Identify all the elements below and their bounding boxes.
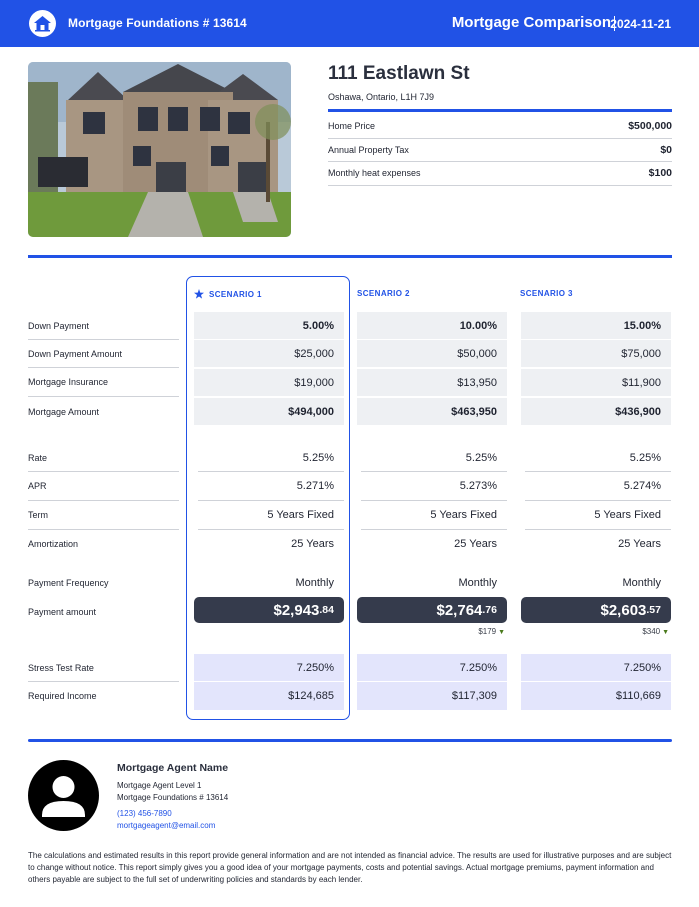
scenario-1-stress-test-rate: 7.250%	[194, 654, 344, 681]
scenario-3-rate: 5.25%	[525, 444, 671, 472]
property-tax-label: Annual Property Tax	[328, 144, 409, 155]
scenario-3-amortization: 25 Years	[618, 538, 661, 550]
property-photo	[28, 62, 291, 237]
document-title: Mortgage Comparison	[451, 14, 611, 31]
payment-whole: $2,603	[600, 601, 647, 619]
payment-cents: .57	[646, 604, 661, 616]
home-price-row	[328, 115, 672, 139]
scenario-2-stress-test-rate: 7.250%	[357, 654, 507, 681]
scenario-3-term: 5 Years Fixed	[525, 501, 671, 530]
decrease-arrow-icon: ▼	[660, 629, 669, 636]
disclaimer-text: The calculations and estimated results in this report provide general information and are not intended as financial advice. The results are used for illustrative purposes and are subject to change without notice. This report simply gives you a good idea of your mortgage payments, costs and potential savings. Actual mortgage premiums, payment information and others payable are subject to the full set of underwriting policies and standards by each lender.	[28, 851, 672, 884]
scenario-2-term: 5 Years Fixed	[361, 501, 507, 530]
scenario-1-down-payment: 5.00%	[194, 312, 344, 339]
home-price-value: $500,000	[628, 120, 672, 133]
house-logo-icon	[29, 10, 56, 37]
brand-name: Mortgage Foundations # 13614	[68, 16, 247, 30]
document-date: 2024-11-21	[610, 17, 671, 31]
scenario-2-title: SCENARIO 2	[357, 289, 410, 298]
required-income-label: Required Income	[28, 691, 97, 701]
scenario-2-amortization: 25 Years	[454, 538, 497, 550]
scenario-1-rate: 5.25%	[198, 444, 344, 472]
scenario-2-mortgage-amount: $463,950	[357, 398, 507, 425]
scenario-3-header	[520, 289, 573, 298]
heat-expenses-value: $100	[648, 167, 672, 180]
agent-phone-link[interactable]: (123) 456-7890	[117, 809, 172, 818]
scenario-3-payment-frequency: Monthly	[622, 577, 661, 589]
savings-value: $340	[642, 627, 661, 636]
person-avatar-icon	[28, 760, 99, 831]
property-city: Oshawa, Ontario, L1H 7J9	[328, 92, 435, 102]
scenario-3-payment-amount	[521, 597, 671, 623]
heat-expenses-label: Monthly heat expenses	[328, 168, 421, 179]
scenario-3-title: SCENARIO 3	[520, 289, 573, 298]
scenario-1-mortgage-insurance: $19,000	[194, 369, 344, 396]
scenario-3-required-income: $110,669	[521, 682, 671, 710]
mortgage-insurance-label: Mortgage Insurance	[28, 368, 179, 397]
scenario-2-down-payment: 10.00%	[357, 312, 507, 339]
agent-name: Mortgage Agent Name	[117, 762, 229, 774]
scenario-3-mortgage-amount: $436,900	[521, 398, 671, 425]
scenario-3-apr: 5.274%	[525, 472, 671, 501]
scenario-2-payment-savings	[357, 627, 507, 636]
property-tax-value: $0	[660, 143, 672, 156]
payment-whole: $2,943	[273, 601, 320, 619]
scenario-3-mortgage-insurance: $11,900	[521, 369, 671, 396]
scenario-1-mortgage-amount: $494,000	[194, 398, 344, 425]
scenario-1-header	[194, 289, 262, 299]
scenario-1-down-payment-amount: $25,000	[194, 340, 344, 367]
scenario-1-amortization: 25 Years	[291, 538, 334, 550]
star-icon	[194, 289, 204, 299]
scenario-2-payment-amount	[357, 597, 507, 623]
amortization-label: Amortization	[28, 539, 79, 549]
home-price-label: Home Price	[328, 121, 376, 132]
payment-frequency-label: Payment Frequency	[28, 578, 109, 588]
term-label: Term	[28, 501, 179, 530]
payment-cents: .76	[482, 604, 497, 616]
apr-label: APR	[28, 472, 179, 501]
rate-label: Rate	[28, 444, 179, 472]
agent-email-link[interactable]: mortgageagent@email.com	[117, 821, 216, 830]
scenario-1-payment-frequency: Monthly	[295, 577, 334, 589]
header-bar	[0, 0, 699, 47]
scenario-2-header	[357, 289, 410, 298]
down-payment-amount-label: Down Payment Amount	[28, 340, 179, 368]
mortgage-amount-label: Mortgage Amount	[28, 406, 100, 417]
property-details	[328, 115, 672, 186]
property-address: 111 Eastlawn St	[328, 63, 470, 84]
scenario-2-down-payment-amount: $50,000	[357, 340, 507, 367]
scenario-1-required-income: $124,685	[194, 682, 344, 710]
payment-whole: $2,764	[436, 601, 483, 619]
scenario-3-payment-savings	[521, 627, 671, 636]
scenario-2-apr: 5.273%	[361, 472, 507, 501]
down-payment-label: Down Payment	[28, 312, 179, 340]
agent-company: Mortgage Foundations # 13614	[117, 793, 229, 802]
scenario-3-down-payment: 15.00%	[521, 312, 671, 339]
heat-expenses-row	[328, 162, 672, 186]
scenario-2-required-income: $117,309	[357, 682, 507, 710]
savings-value: $179	[478, 627, 497, 636]
decrease-arrow-icon: ▼	[496, 629, 505, 636]
payment-cents: .84	[319, 604, 334, 616]
scenario-3-stress-test-rate: 7.250%	[521, 654, 671, 681]
property-tax-row	[328, 139, 672, 163]
scenario-2-mortgage-insurance: $13,950	[357, 369, 507, 396]
scenario-3-down-payment-amount: $75,000	[521, 340, 671, 367]
payment-amount-label: Payment amount	[28, 607, 97, 617]
scenario-1-payment-amount	[194, 597, 344, 623]
agent-divider	[28, 739, 672, 742]
property-divider	[328, 109, 672, 112]
section-divider	[28, 255, 672, 258]
scenario-1-title: SCENARIO 1	[209, 289, 262, 299]
scenario-1-term: 5 Years Fixed	[198, 501, 344, 530]
agent-level: Mortgage Agent Level 1	[117, 781, 202, 790]
scenario-1-apr: 5.271%	[198, 472, 344, 501]
scenario-2-rate: 5.25%	[361, 444, 507, 472]
stress-test-rate-label: Stress Test Rate	[28, 654, 179, 682]
scenario-2-payment-frequency: Monthly	[458, 577, 497, 589]
